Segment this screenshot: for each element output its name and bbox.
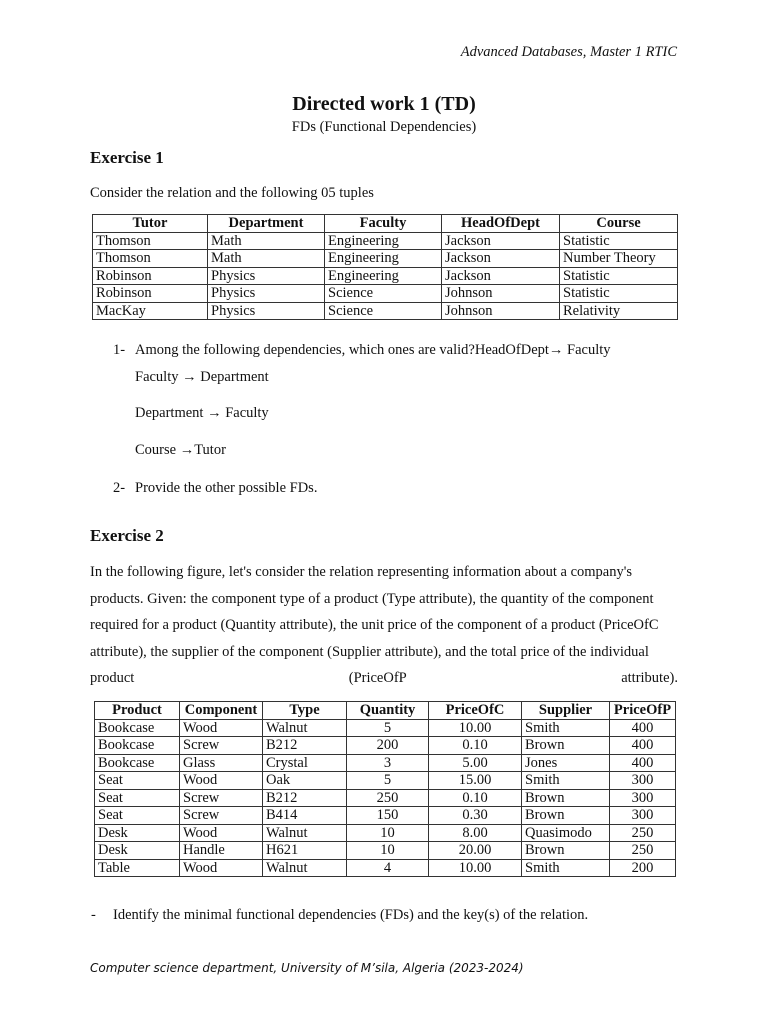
question2-text: Provide the other possible FDs. (135, 480, 318, 496)
column-header: Component (180, 702, 263, 720)
table-header-row (95, 702, 676, 720)
table-cell: Seat (95, 789, 180, 807)
table-cell: Seat (95, 807, 180, 825)
question1-number: 1- (113, 342, 126, 358)
table-cell: 400 (610, 719, 676, 737)
table-cell: Brown (522, 737, 610, 755)
table-cell: 300 (610, 772, 676, 790)
paragraph-line: products. Given: the component type of a product (Type attribute), the quantity of the component (90, 590, 654, 607)
table-cell: Jones (522, 754, 610, 772)
table-cell: Smith (522, 859, 610, 877)
course-header: Advanced Databases, Master 1 RTIC (460, 44, 677, 60)
table-cell: 10 (347, 842, 429, 860)
table-cell: Smith (522, 772, 610, 790)
table-cell: Science (325, 302, 442, 320)
table-cell: H621 (263, 842, 347, 860)
table-row (95, 842, 676, 860)
table-cell: 0.30 (429, 807, 522, 825)
table-row (95, 859, 676, 877)
table-cell: Screw (180, 737, 263, 755)
task-bullet: - (91, 907, 96, 923)
table-row (95, 737, 676, 755)
table-cell: Brown (522, 789, 610, 807)
product-relation-table (94, 701, 676, 877)
table-cell: Wood (180, 859, 263, 877)
table-cell: B212 (263, 737, 347, 755)
table-cell: Engineering (325, 250, 442, 268)
table-cell: Brown (522, 807, 610, 825)
dependency-faculty-department: Faculty → Department (135, 369, 269, 385)
table-cell: Physics (208, 302, 325, 320)
table-cell: Johnson (442, 302, 560, 320)
tutor-relation-table (92, 214, 678, 320)
table-cell: B212 (263, 789, 347, 807)
table-cell: 5 (347, 719, 429, 737)
paragraph-word: attribute). (621, 670, 678, 686)
dependency-course-tutor: Course →Tutor (135, 442, 226, 458)
table-row (93, 250, 678, 268)
table-cell: Crystal (263, 754, 347, 772)
table-cell: Wood (180, 719, 263, 737)
page-title: Directed work 1 (TD) (292, 93, 476, 115)
paragraph-word: product (90, 670, 135, 686)
table-cell: 10 (347, 824, 429, 842)
table-cell: 5.00 (429, 754, 522, 772)
table-row (93, 267, 678, 285)
table-row (95, 719, 676, 737)
exercise2-title: Exercise 2 (90, 526, 164, 545)
column-header: Department (208, 215, 325, 233)
table-cell: 8.00 (429, 824, 522, 842)
column-header: Supplier (522, 702, 610, 720)
table-cell: Screw (180, 789, 263, 807)
table-cell: Walnut (263, 719, 347, 737)
table-cell: Number Theory (560, 250, 678, 268)
column-header: HeadOfDept (442, 215, 560, 233)
table-cell: 4 (347, 859, 429, 877)
paragraph-last-line (90, 665, 678, 692)
table-cell: Smith (522, 719, 610, 737)
table-cell: 0.10 (429, 789, 522, 807)
exercise1-intro: Consider the relation and the following 05 tuples (90, 185, 374, 201)
table-cell: Jackson (442, 232, 560, 250)
table-cell: Seat (95, 772, 180, 790)
table-cell: 250 (610, 842, 676, 860)
table-cell: Glass (180, 754, 263, 772)
column-header: Quantity (347, 702, 429, 720)
table-row (95, 754, 676, 772)
table-cell: Bookcase (95, 719, 180, 737)
table-cell: 300 (610, 807, 676, 825)
table-cell: Screw (180, 807, 263, 825)
table-row (93, 285, 678, 303)
table-row (95, 772, 676, 790)
column-header: Course (560, 215, 678, 233)
table-row (95, 824, 676, 842)
table-cell: Statistic (560, 232, 678, 250)
paragraph-line: attribute), the supplier of the component (Supplier attribute), and the total price of the individual (90, 643, 649, 660)
table-cell: Walnut (263, 824, 347, 842)
table-cell: Johnson (442, 285, 560, 303)
table-cell: 0.10 (429, 737, 522, 755)
table-row (93, 232, 678, 250)
table-cell: 250 (347, 789, 429, 807)
table-cell: 200 (347, 737, 429, 755)
table-cell: Statistic (560, 267, 678, 285)
paragraph-word: (PriceOfP (348, 670, 407, 686)
task-text: Identify the minimal functional dependencies (FDs) and the key(s) of the relation. (113, 907, 589, 923)
table-cell: Thomson (93, 250, 208, 268)
table-cell: 10.00 (429, 859, 522, 877)
table-cell: 150 (347, 807, 429, 825)
table-body (95, 719, 676, 877)
table-cell: Robinson (93, 267, 208, 285)
table-cell: B414 (263, 807, 347, 825)
table-cell: Engineering (325, 267, 442, 285)
dependency-department-faculty: Department → Faculty (135, 405, 269, 421)
table-cell: 15.00 (429, 772, 522, 790)
column-header: PriceOfC (429, 702, 522, 720)
table-cell: Thomson (93, 232, 208, 250)
table-cell: Jackson (442, 267, 560, 285)
table-cell: Table (95, 859, 180, 877)
column-header: Faculty (325, 215, 442, 233)
table-row (95, 789, 676, 807)
table-cell: 200 (610, 859, 676, 877)
table-cell: 300 (610, 789, 676, 807)
exercise2-paragraph (90, 559, 678, 692)
table-cell: Relativity (560, 302, 678, 320)
table-row (93, 302, 678, 320)
table-cell: Math (208, 250, 325, 268)
table-cell: Wood (180, 772, 263, 790)
question1-text: Among the following dependencies, which ones are valid?HeadOfDept→ Faculty (135, 342, 611, 358)
table-cell: Desk (95, 824, 180, 842)
table-cell: Physics (208, 285, 325, 303)
paragraph-line: required for a product (Quantity attribute), the unit price of the component of a product (PriceOfC (90, 617, 659, 633)
table-cell: Quasimodo (522, 824, 610, 842)
page-footer: Computer science department, University of M’sila, Algeria (2023-2024) (90, 961, 524, 975)
table-cell: Brown (522, 842, 610, 860)
table-cell: Math (208, 232, 325, 250)
table-cell: Engineering (325, 232, 442, 250)
page-subtitle: FDs (Functional Dependencies) (291, 119, 477, 135)
column-header: Tutor (93, 215, 208, 233)
table-row (95, 807, 676, 825)
table-cell: Bookcase (95, 737, 180, 755)
table-cell: 20.00 (429, 842, 522, 860)
table-cell: Jackson (442, 250, 560, 268)
table-cell: Desk (95, 842, 180, 860)
table-header-row (93, 215, 678, 233)
paragraph-line: In the following figure, let's consider the relation representing information about a company's (90, 564, 632, 580)
table-cell: 10.00 (429, 719, 522, 737)
table-cell: Statistic (560, 285, 678, 303)
column-header: PriceOfP (610, 702, 676, 720)
column-header: Product (95, 702, 180, 720)
column-header: Type (263, 702, 347, 720)
table-cell: MacKay (93, 302, 208, 320)
table-cell: 400 (610, 754, 676, 772)
table-body (93, 232, 678, 320)
table-cell: Wood (180, 824, 263, 842)
table-cell: Oak (263, 772, 347, 790)
table-cell: Robinson (93, 285, 208, 303)
table-cell: Bookcase (95, 754, 180, 772)
table-cell: Physics (208, 267, 325, 285)
table-cell: Science (325, 285, 442, 303)
question2-number: 2- (113, 480, 126, 496)
table-cell: 400 (610, 737, 676, 755)
table-cell: Walnut (263, 859, 347, 877)
table-cell: 250 (610, 824, 676, 842)
table-cell: 3 (347, 754, 429, 772)
table-cell: Handle (180, 842, 263, 860)
table-cell: 5 (347, 772, 429, 790)
exercise1-title: Exercise 1 (90, 148, 164, 167)
